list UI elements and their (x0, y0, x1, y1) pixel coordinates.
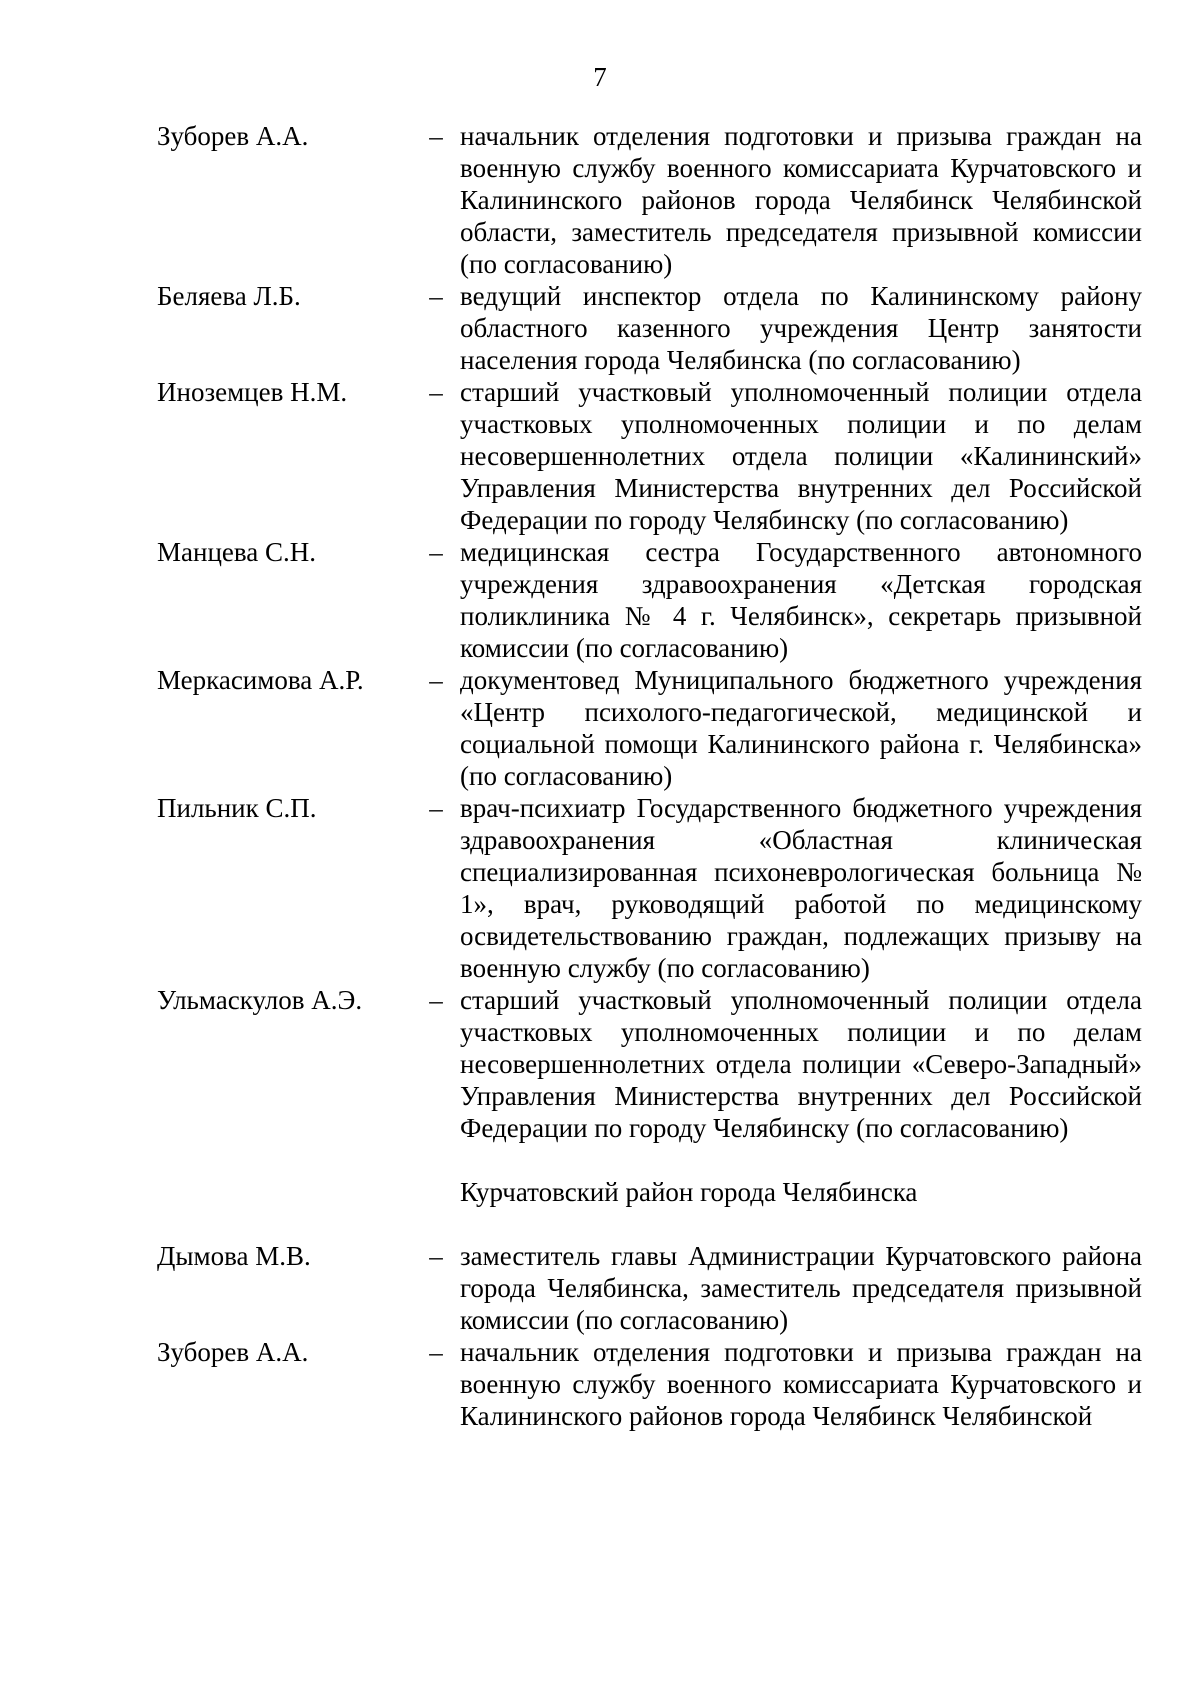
member-dash: – (429, 1337, 443, 1367)
member-name: Пильник С.П. (157, 793, 317, 823)
member-description: ведущий инспектор отдела по Калининскому району областного казенного учреждения Центр занятости населения города Челябинска (по согласованию) (460, 281, 1142, 375)
member-description: начальник отделения подготовки и призыва граждан на военную службу военного комиссариата Курчатовского и Калининского районов города Челябинск Челябинской (460, 1337, 1142, 1431)
member-entry (157, 536, 1142, 664)
member-name: Манцева С.Н. (157, 537, 317, 567)
member-entry (157, 1336, 1142, 1432)
member-list-kalininsky (157, 120, 1142, 1144)
member-dash: – (429, 1241, 443, 1271)
member-entry (157, 792, 1142, 984)
member-name: Беляева Л.Б. (157, 281, 301, 311)
member-entry (157, 984, 1142, 1144)
member-dash: – (429, 793, 443, 823)
member-entry (157, 280, 1142, 376)
member-description: документовед Муниципального бюджетного учреждения «Центр психолого-педагогической, медицинской и социальной помощи Калининского района г. Челябинска» (по согласованию) (460, 665, 1142, 791)
member-description: старший участковый уполномоченный полиции отдела участковых уполномоченных полиции и по делам несовершеннолетних отдела полиции «Северо-Западный» Управления Министерства внутренних дел Российской Федерации по городу Челябинску (по согласованию) (460, 985, 1142, 1143)
member-description: заместитель главы Администрации Курчатовского района города Челябинска, заместитель председателя призывной комиссии (по согласованию) (460, 1241, 1142, 1335)
member-name: Меркасимова А.Р. (157, 665, 364, 695)
member-dash: – (429, 281, 443, 311)
page-number: 7 (593, 62, 607, 92)
member-entry (157, 376, 1142, 536)
member-name: Зуборев А.А. (157, 121, 309, 151)
member-entry (157, 120, 1142, 280)
document-body (157, 120, 1142, 1432)
member-description: старший участковый уполномоченный полиции отдела участковых уполномоченных полиции и по делам несовершеннолетних отдела полиции «Калининский» Управления Министерства внутренних дел Российской Федерации по городу Челябинску (по согласованию) (460, 377, 1142, 535)
member-description: начальник отделения подготовки и призыва граждан на военную службу военного комиссариата Курчатовского и Калининского районов города Челябинск Челябинской области, заместитель председателя призывной комиссии (по согласованию) (460, 121, 1142, 279)
section-heading: Курчатовский район города Челябинска (460, 1177, 918, 1207)
member-description: медицинская сестра Государственного автономного учреждения здравоохранения «Детская городская поликлиника № 4 г. Челябинск», секретарь призывной комиссии (по согласованию) (460, 537, 1142, 663)
member-entry (157, 664, 1142, 792)
member-dash: – (429, 537, 443, 567)
member-name: Зуборев А.А. (157, 1337, 309, 1367)
member-dash: – (429, 377, 443, 407)
member-name: Иноземцев Н.М. (157, 377, 348, 407)
member-name: Ульмаскулов А.Э. (157, 985, 363, 1015)
member-list-kurchatovsky (157, 1240, 1142, 1432)
member-entry (157, 1240, 1142, 1336)
member-description: врач-психиатр Государственного бюджетного учреждения здравоохранения «Областная клиническая специализированная психоневрологическая больница № 1», врач, руководящий работой по медицинскому освидетельствованию граждан, подлежащих призыву на военную службу (по согласованию) (460, 793, 1142, 983)
member-dash: – (429, 665, 443, 695)
member-name: Дымова М.В. (157, 1241, 311, 1271)
member-dash: – (429, 121, 443, 151)
member-dash: – (429, 985, 443, 1015)
